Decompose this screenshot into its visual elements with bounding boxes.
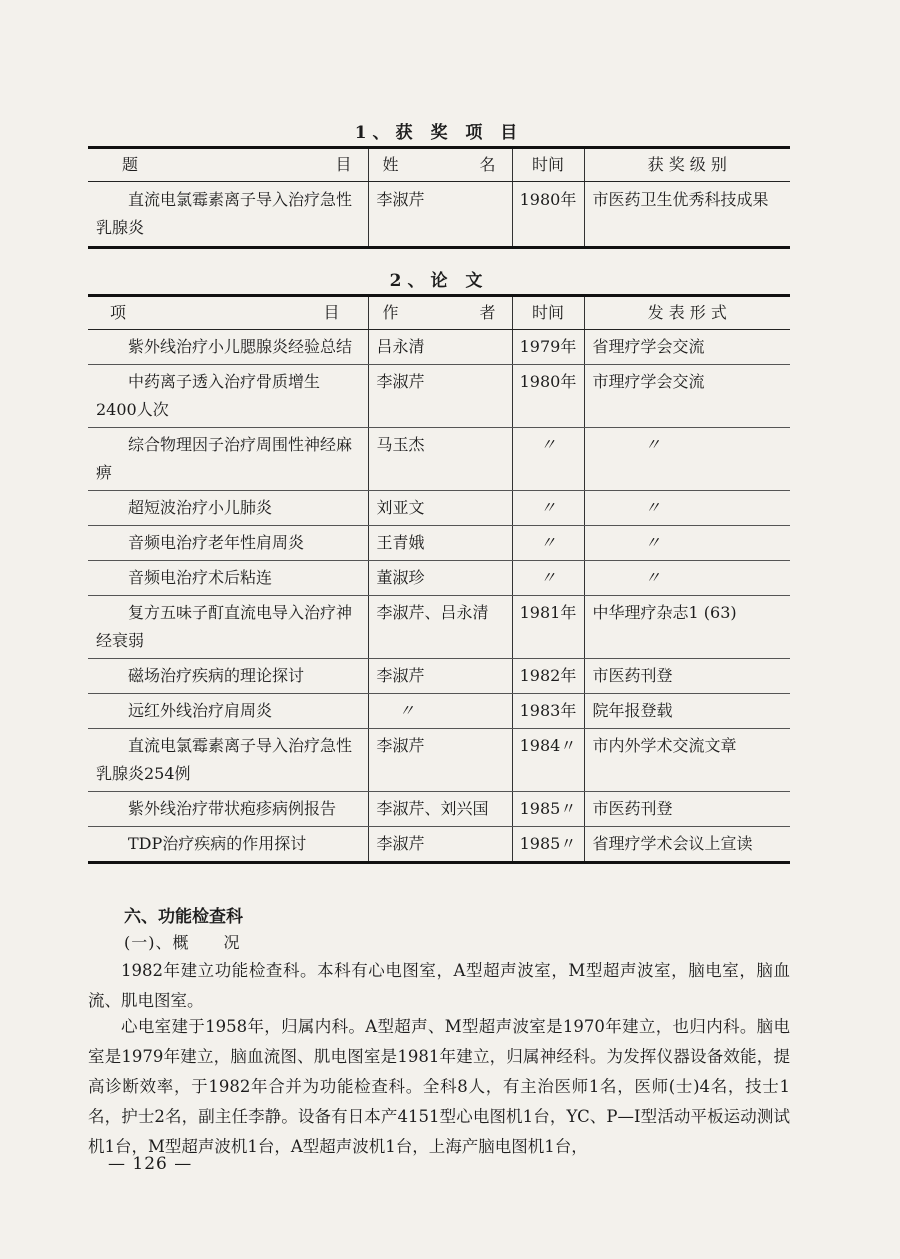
table-row <box>88 365 790 428</box>
section-heading: 六、功能检查科 <box>124 907 243 927</box>
paper-author: 马玉杰 <box>368 428 512 491</box>
table-row <box>88 491 790 526</box>
paper-form: 市内外学术交流文章 <box>584 729 790 792</box>
paper-time: 1981年 <box>512 596 584 659</box>
paper-topic: 音频电治疗老年性肩周炎 <box>88 526 368 561</box>
award-topic: 直流电氯霉素离子导入治疗急性乳腺炎 <box>96 190 353 237</box>
paper-author: 李淑芹 <box>368 827 512 863</box>
papers-header-author-b: 者 <box>479 303 496 322</box>
papers-table <box>88 294 790 864</box>
paper-author: 李淑芹 <box>368 365 512 428</box>
paper-form: 院年报登载 <box>584 694 790 729</box>
page-number: — 126 — <box>108 1154 193 1174</box>
paper-topic: 直流电氯霉素离子导入治疗急性乳腺炎254例 <box>88 729 368 792</box>
awards-header-name-a: 姓 <box>382 155 399 174</box>
paper-form: 省理疗学会交流 <box>584 330 790 365</box>
paragraph-overview: 1982年建立功能检查科。本科有心电图室，A型超声波室，M型超声波室，脑电室，脑血流、肌电图室。 <box>88 961 790 1010</box>
paper-author: 董淑珍 <box>368 561 512 596</box>
paragraph-history: 心电室建于1958年，归属内科。A型超声、M型超声波室是1970年建立，也归内科。脑电室是1979年建立，脑血流图、肌电图室是1981年建立，归属神经科。为发挥仪器设备效能，提高诊断效率，于1982年合并为功能检查科。全科8人，有主治医师1名，医师(士)4名，技士1名，护士2名，副主任李静。设备有日本产4151型心电图机1台，YC、P—I型活动平板运动测试机1台，M型超声波机1台，A型超声波机1台，上海产脑电图机1台， <box>88 1017 790 1156</box>
paper-topic: 超短波治疗小儿肺炎 <box>88 491 368 526</box>
paper-time: 〃 <box>512 491 584 526</box>
table-row <box>88 827 790 863</box>
award-time: 1980年 <box>512 182 584 248</box>
paper-time: 〃 <box>512 428 584 491</box>
paper-author: 李淑芹 <box>368 729 512 792</box>
paper-topic: 磁场治疗疾病的理论探讨 <box>88 659 368 694</box>
table-row <box>88 596 790 659</box>
paper-author: 吕永清 <box>368 330 512 365</box>
table-row <box>88 694 790 729</box>
table-row <box>88 182 790 248</box>
papers-header-item-b: 目 <box>323 303 340 322</box>
papers-header-item-a: 项 <box>110 303 127 322</box>
paper-time: 1985〃 <box>512 827 584 863</box>
paper-form: 〃 <box>584 491 790 526</box>
subsection-heading <box>124 930 241 953</box>
table-row <box>88 792 790 827</box>
paper-author: 李淑芹、吕永清 <box>368 596 512 659</box>
papers-header-author-a: 作 <box>382 303 399 322</box>
paper-time: 1982年 <box>512 659 584 694</box>
table-row <box>88 561 790 596</box>
paper-time: 1979年 <box>512 330 584 365</box>
paper-time: 1983年 <box>512 694 584 729</box>
awards-header-topic <box>88 148 368 182</box>
paper-form: 〃 <box>584 561 790 596</box>
award-person: 李淑芹 <box>368 182 512 248</box>
paper-topic: TDP治疗疾病的作用探讨 <box>128 834 307 853</box>
table-row <box>88 526 790 561</box>
paper-author: 刘亚文 <box>368 491 512 526</box>
paper-topic: 远红外线治疗肩周炎 <box>88 694 368 729</box>
awards-header-topic-a: 题 <box>122 155 139 174</box>
paper-topic: 紫外线治疗带状疱疹病例报告 <box>88 792 368 827</box>
paper-form: 〃 <box>584 526 790 561</box>
awards-header-row <box>88 148 790 182</box>
awards-header-level: 获 奖 级 别 <box>584 148 790 182</box>
awards-header-time: 时间 <box>512 148 584 182</box>
paper-form: 省理疗学术会议上宣读 <box>584 827 790 863</box>
paper-author: 李淑芹 <box>368 659 512 694</box>
table-row <box>88 729 790 792</box>
papers-section-title: 2、论 文 <box>389 271 489 291</box>
papers-header-item <box>88 296 368 330</box>
paper-time: 1984〃 <box>512 729 584 792</box>
paper-form: 市医药刊登 <box>584 659 790 694</box>
awards-header-name-b: 名 <box>479 155 496 174</box>
papers-header-author <box>368 296 512 330</box>
paper-topic: 复方五味子酊直流电导入治疗神经衰弱 <box>88 596 368 659</box>
paper-form: 市理疗学会交流 <box>584 365 790 428</box>
paper-author: 李淑芹、刘兴国 <box>368 792 512 827</box>
papers-header-form: 发 表 形 式 <box>584 296 790 330</box>
award-level: 市医药卫生优秀科技成果 <box>584 182 790 248</box>
awards-header-name <box>368 148 512 182</box>
papers-header-row <box>88 296 790 330</box>
paper-author: 〃 <box>368 694 512 729</box>
paper-topic: 紫外线治疗小儿腮腺炎经验总结 <box>88 330 368 365</box>
subsection-heading-a: (一)、概 <box>124 933 190 952</box>
paper-topic: 中药离子透入治疗骨质增生2400人次 <box>88 365 368 428</box>
paper-time: 〃 <box>512 526 584 561</box>
paper-form: 〃 <box>584 428 790 491</box>
table-row <box>88 330 790 365</box>
paper-time: 1980年 <box>512 365 584 428</box>
paper-form: 市医药刊登 <box>584 792 790 827</box>
awards-table <box>88 146 790 249</box>
table-row <box>88 428 790 491</box>
paper-time: 〃 <box>512 561 584 596</box>
paper-time: 1985〃 <box>512 792 584 827</box>
paper-topic: 综合物理因子治疗周围性神经麻痹 <box>88 428 368 491</box>
paper-author: 王青娥 <box>368 526 512 561</box>
paper-form: 中华理疗杂志1 (63) <box>584 596 790 659</box>
subsection-heading-b: 况 <box>223 933 241 952</box>
paper-topic: 音频电治疗术后粘连 <box>88 561 368 596</box>
table-row <box>88 659 790 694</box>
awards-section-title: 1、获 奖 项 目 <box>354 123 524 143</box>
papers-header-time: 时间 <box>512 296 584 330</box>
awards-header-topic-b: 目 <box>335 155 352 174</box>
